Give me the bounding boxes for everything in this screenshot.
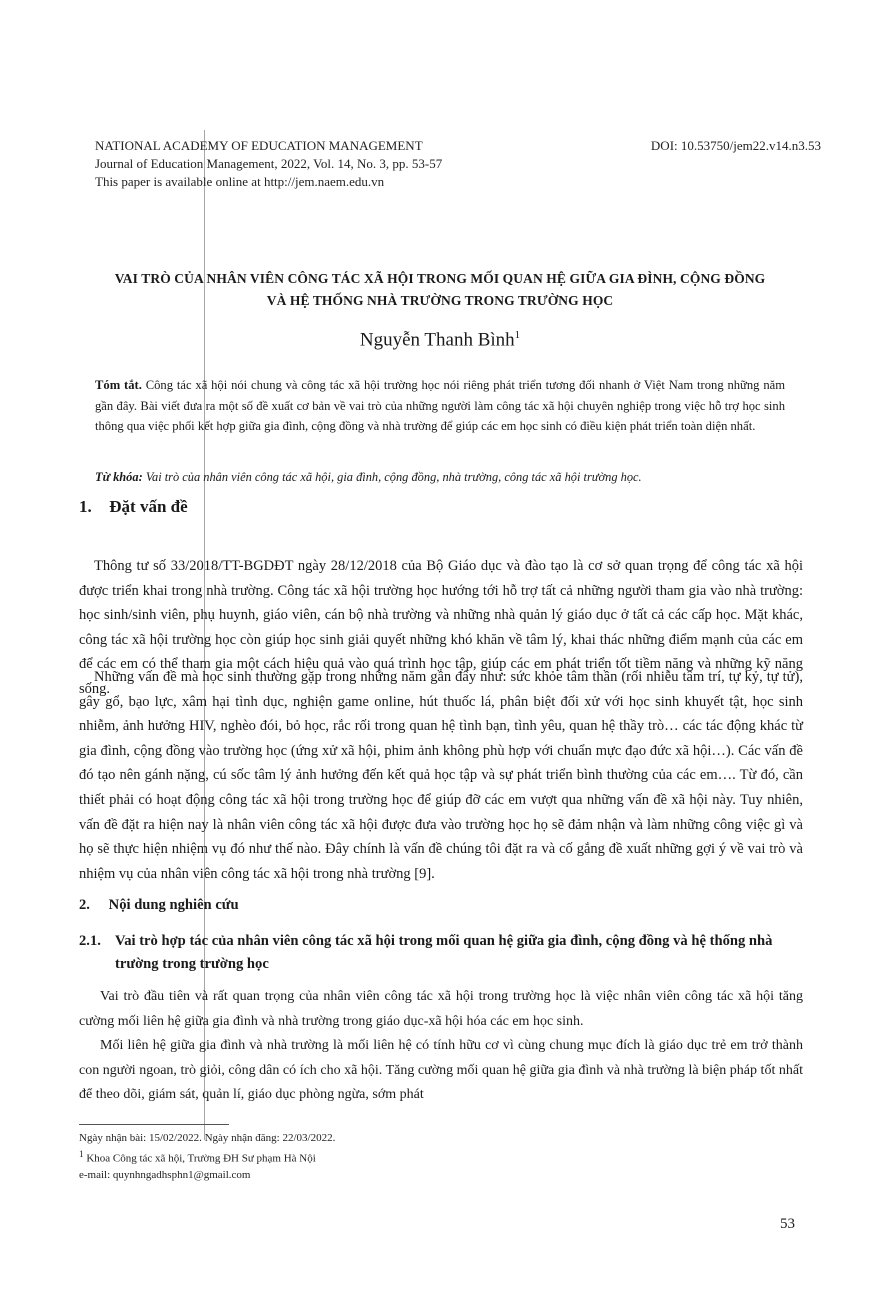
title-line-1: VAI TRÒ CỦA NHÂN VIÊN CÔNG TÁC XÃ HỘI TRONG MỐI QUAN HỆ GIỮA GIA ĐÌNH, CỘNG ĐỒNG xyxy=(114,271,766,286)
section-2-paragraph-2: Mối liên hệ giữa gia đình và nhà trường là mối liên hệ có tính hữu cơ vì cùng chung mục đích là giáo dục trẻ em trở thành con người ngoan, trò giỏi, công dân có ích cho xã hội. Tăng cường mối quan hệ giữa gia đình và nhà trường là biện pháp tốt nhất để theo dõi, giám sát, quản lí, giáo dục phòng ngừa, sớm phát xyxy=(79,1038,803,1103)
doi: DOI: 10.53750/jem22.v14.n3.53 xyxy=(650,138,821,153)
footnote-mark: 1 xyxy=(79,1149,84,1159)
author xyxy=(0,329,880,351)
section-1-paragraph-1: Thông tư số 33/2018/TT-BGDĐT ngày 28/12/2018 của Bộ Giáo dục và đào tạo là cơ sở quan trọng để công tác xã hội được triển khai trong nhà trường. Công tác xã hội trường học hướng tới hỗ trợ tất cả những người tham gia vào nhà trường: học sinh/sinh viên, phụ huynh, giáo viên, cán bộ nhà trường và những nhà quản lý giáo dục ở tất cả các cấp học. Mặt khác, công tác xã hội trường học còn giúp học sinh giải quyết những khó khăn về tâm lý, khai thác những điểm mạnh của các em để các em có thể tham gia một cách hiệu quả vào quá trình học tập, giúp các em phát triển tốt tiềm năng và những kỹ năng sống. xyxy=(79,558,803,697)
subsection-2-1-number: 2.1. xyxy=(79,933,101,949)
section-2-title: Nội dung nghiên cứu xyxy=(108,897,239,913)
journal-header xyxy=(95,137,442,191)
page-number: 53 xyxy=(780,1216,795,1232)
section-1-number: 1. xyxy=(79,497,92,516)
author-footnote-mark: 1 xyxy=(514,329,521,341)
publisher-name: NATIONAL ACADEMY OF EDUCATION MANAGEMENT xyxy=(95,138,423,153)
section-2-paragraph-1: Vai trò đầu tiên và rất quan trọng của nhân viên công tác xã hội trong trường học là việc nhân viên công tác xã hội tăng cường mối liên hệ giữa gia đình và nhà trường trong giáo dục-xã hội hóa các em học sinh. xyxy=(79,989,803,1029)
section-1-paragraph-2: Những vấn đề mà học sinh thường gặp trong những năm gần đây như: sức khỏe tâm thần (rối nhiễu tâm trí, tự kỷ, tự tử), gây gổ, bạo lực, xâm hại tình dục, nghiện game online, hút thuốc lá, phân biệt đối xử với học sinh khuyết tật, học sinh nhiễm, ảnh hưởng HIV, nghèo đói, bỏ học, rắc rối trong quan hệ tình bạn, tình yêu, quan hệ thầy trò… các tác động khác từ gia đình, cộng đồng vào trường học (ứng xử xã hội, phim ảnh không phù hợp với chuẩn mực đạo đức xã hội…). Các vấn đề đó tạo nên gánh nặng, cú sốc tâm lý ảnh hưởng đến kết quả học tập và sự phát triển bình thường của các em…. Từ đó, cần thiết phải có hoạt động công tác xã hội trong trường học để giúp đỡ các em vượt qua những vấn đề xã hội này. Tuy nhiên, vấn đề đặt ra hiện nay là nhân viên công tác xã hội được đưa vào trường học họ sẽ đảm nhận và làm những công việc gì và họ sẽ thực hiện nhiệm vụ đó như thế nào. Đây chính là vấn đề chúng tôi đặt ra và cố gắng đề xuất những gợi ý về vai trò và nhiệm vụ của nhân viên công tác xã hội trong nhà trường [9]. xyxy=(79,669,803,882)
footnote-divider xyxy=(79,1124,229,1125)
footnote-email: e-mail: quynhngadhsphn1@gmail.com xyxy=(79,1168,251,1181)
subsection-2-1-heading xyxy=(79,930,819,976)
title-line-2: VÀ HỆ THỐNG NHÀ TRƯỜNG TRONG TRƯỜNG HỌC xyxy=(266,293,614,308)
subsection-2-1-title: Vai trò hợp tác của nhân viên công tác xã hội trong mối quan hệ giữa gia đình, cộng đồng và hệ thống nhà trường trong trường học xyxy=(115,933,773,972)
keywords xyxy=(95,468,785,486)
abstract-text: Công tác xã hội nói chung và công tác xã hội trường học nói riêng phát triển tương đối nhanh ở Việt Nam trong những năm gần đây. Bài viết đưa ra một số đề xuất cơ bản về vai trò của những người làm công tác xã hội chuyên nghiệp trong việc hỗ trợ học sinh thông qua việc phối kết hợp giữa gia đình, cộng đồng và nhà trường để giúp các em học sinh có điều kiện phát triển toàn diện nhất. xyxy=(95,378,786,433)
availability-note: This paper is available online at http://jem.naem.edu.vn xyxy=(95,174,385,189)
footnotes xyxy=(79,1130,679,1183)
paper-title xyxy=(40,268,840,312)
footnote-affiliation-line xyxy=(79,1146,679,1167)
abstract xyxy=(95,375,785,437)
journal-citation: Journal of Education Management, 2022, Vol. 14, No. 3, pp. 53-57 xyxy=(95,156,443,171)
section-2-heading xyxy=(79,897,239,914)
footnote-dates: Ngày nhận bài: 15/02/2022. Ngày nhận đăng: 22/03/2022. xyxy=(79,1132,336,1144)
section-1-heading xyxy=(79,497,188,517)
footnote-affiliation: Khoa Công tác xã hội, Trường ĐH Sư phạm Hà Nội xyxy=(86,1152,316,1165)
author-name: Nguyễn Thanh Bình xyxy=(359,329,515,351)
keywords-label: Từ khóa: xyxy=(95,470,143,484)
keywords-text: Vai trò của nhân viên công tác xã hội, gia đình, cộng đồng, nhà trường, công tác xã hội trường học. xyxy=(145,470,642,484)
abstract-label: Tóm tắt. xyxy=(95,378,142,392)
section-2-number: 2. xyxy=(79,897,90,913)
section-1-title: Đặt vấn đề xyxy=(109,497,188,516)
